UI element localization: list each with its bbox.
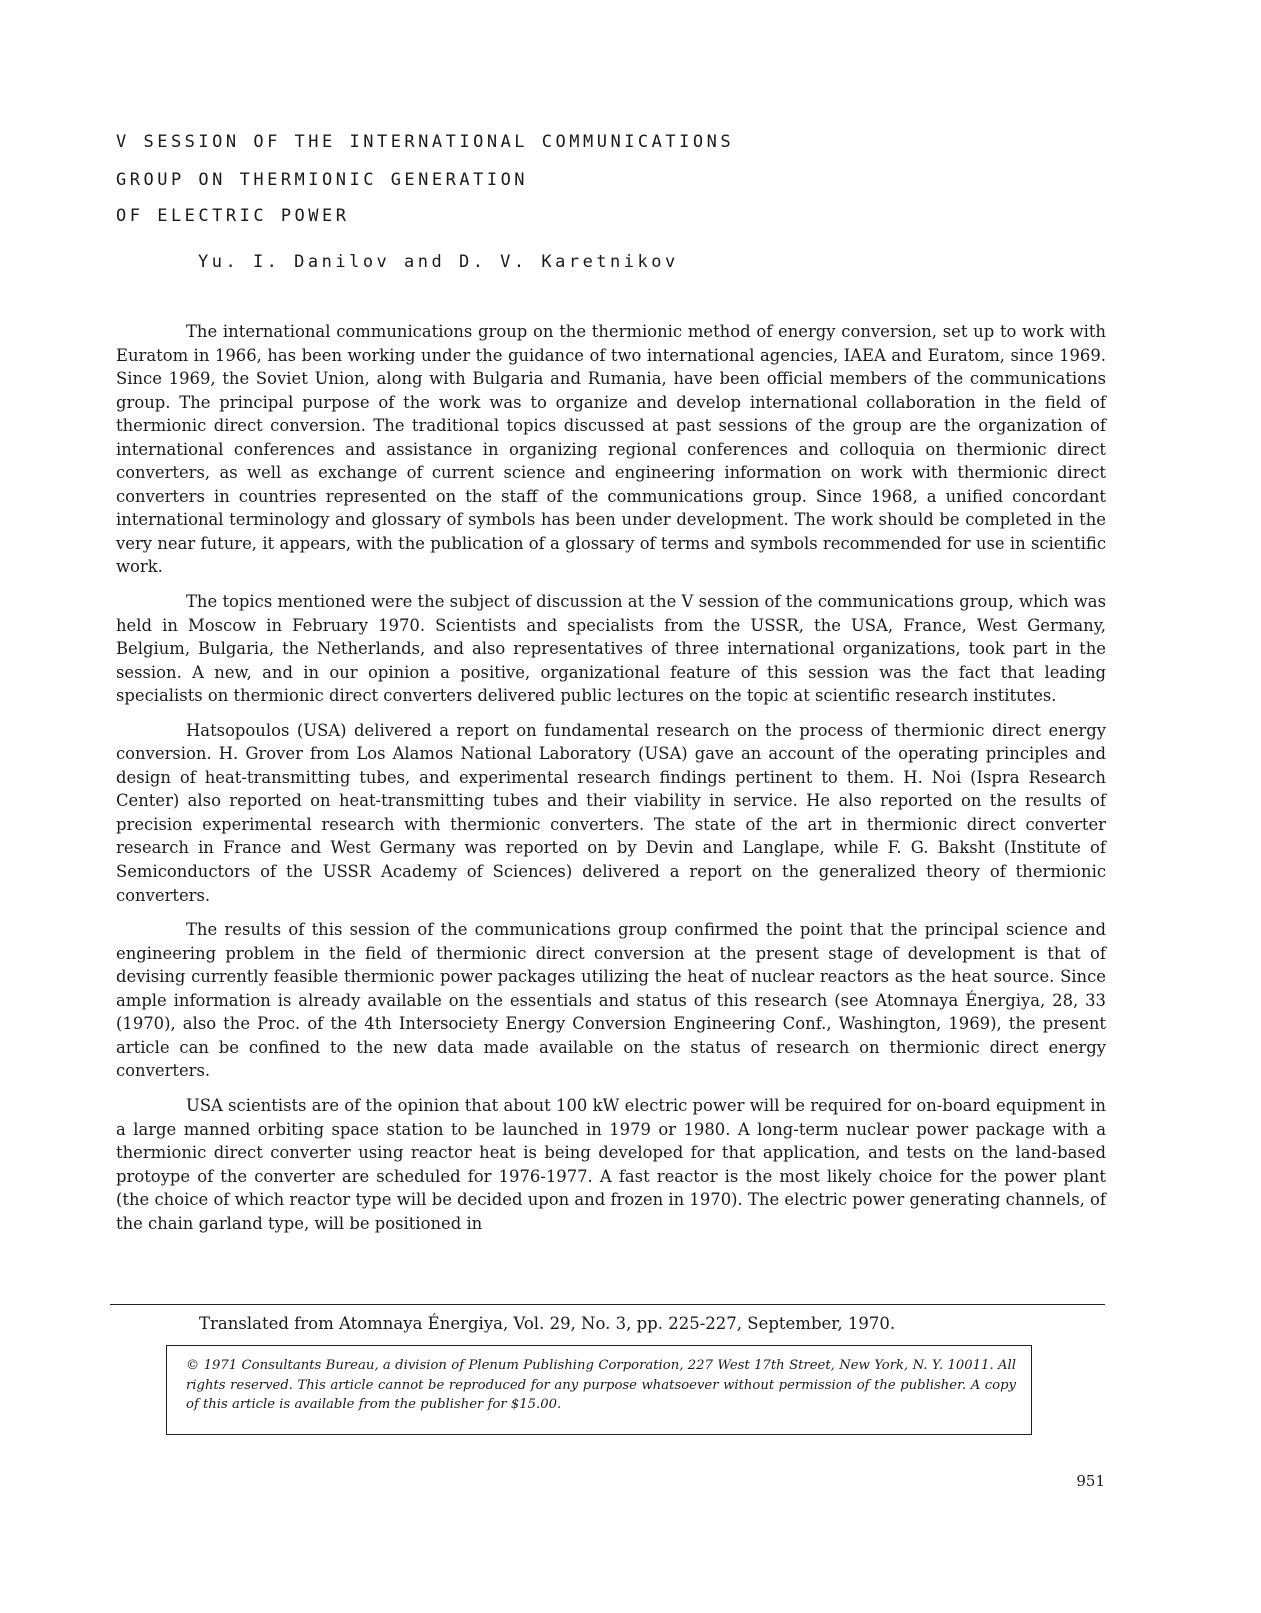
title-line-1: V SESSION OF THE INTERNATIONAL COMMUNICATIONS	[116, 132, 735, 152]
paragraph-2: The topics mentioned were the subject of discussion at the V session of the communications group, which was held in Moscow in February 1970. Scientists and specialists from the USSR, the USA, France, West Germany, Belgium, Bulgaria, the Netherlands, and also representatives of three international organizations, took part in the session. A new, and in our opinion a positive, organizational feature of this session was the fact that leading specialists on thermionic direct converters delivered public lectures on the topic at scientific research institutes.	[116, 592, 1106, 706]
paragraph-1: The international communications group on the thermionic method of energy conversion, set up to work with Euratom in 1966, has been working under the guidance of two international agencies, IAEA and Euratom, since 1969. Since 1969, the Soviet Union, along with Bulgaria and Rumania, have been official members of the communications group. The principal purpose of the work was to organize and develop international collaboration in the field of thermionic direct conversion. The traditional topics discussed at past sessions of the group are the organization of international conferences and assistance in organizing regional conferences and colloquia on thermionic direct converters, as well as exchange of current science and engineering information on work with thermionic direct converters in countries represented on the staff of the communications group. Since 1968, a unified concordant international terminology and glossary of symbols has been under development. The work should be completed in the very near future, it appears, with the publication of a glossary of terms and symbols recommended for use in scientific work.	[116, 322, 1106, 577]
paragraph-4: The results of this session of the communications group confirmed the point that the principal science and engineering problem in the field of thermionic direct conversion at the present stage of development is that of devising currently feasible thermionic power packages utilizing the heat of nuclear reactors as the heat source. Since ample information is already available on the essentials and status of this research (see Atomnaya Énergiya, 28, 33 (1970), also the Proc. of the 4th Intersociety Energy Conversion Engineering Conf., Washington, 1969), the present article can be confined to the new data made available on the status of research on thermionic direct energy converters.	[116, 920, 1106, 1081]
copyright-notice: © 1971 Consultants Bureau, a division of Plenum Publishing Corporation, 227 West 17th Street, New York, N. Y. 10011. All rights reserved. This article cannot be reproduced for any purpose whatsoever without permission of the publisher. A copy of this article is available from the publisher for $15.00.	[186, 1358, 1016, 1412]
footnote-divider	[110, 1304, 1105, 1305]
title-line-2: GROUP ON THERMIONIC GENERATION	[116, 170, 529, 190]
title-line-3: OF ELECTRIC POWER	[116, 206, 350, 226]
authors: Yu. I. Danilov and D. V. Karetnikov	[198, 252, 679, 272]
paragraph-5: USA scientists are of the opinion that about 100 kW electric power will be required for on-board equipment in a large manned orbiting space station to be launched in 1979 or 1980. A long-term nuclear power package with a thermionic direct converter using reactor heat is being developed for that application, and tests on the land-based protoype of the converter are scheduled for 1976-1977. A fast reactor is the most likely choice for the power plant (the choice of which reactor type will be decided upon and frozen in 1970). The electric power generating channels, of the chain garland type, will be positioned in	[116, 1095, 1106, 1233]
page-number: 951	[1076, 1472, 1105, 1490]
article-body	[116, 320, 1106, 1246]
translation-note: Translated from Atomnaya Énergiya, Vol. 29, No. 3, pp. 225-227, September, 1970.	[199, 1314, 896, 1333]
paragraph-3: Hatsopoulos (USA) delivered a report on fundamental research on the process of thermionic direct energy conversion. H. Grover from Los Alamos National Laboratory (USA) gave an account of the operating principles and design of heat-transmitting tubes, and experimental research findings pertinent to them. H. Noi (Ispra Research Center) also reported on heat-transmitting tubes and their viability in service. He also reported on the results of precision experimental research with thermionic converters. The state of the art in thermionic direct converter research in France and West Germany was reported on by Devin and Langlape, while F. G. Baksht (Institute of Semiconductors of the USSR Academy of Sciences) delivered a report on the generalized theory of thermionic converters.	[116, 720, 1106, 905]
